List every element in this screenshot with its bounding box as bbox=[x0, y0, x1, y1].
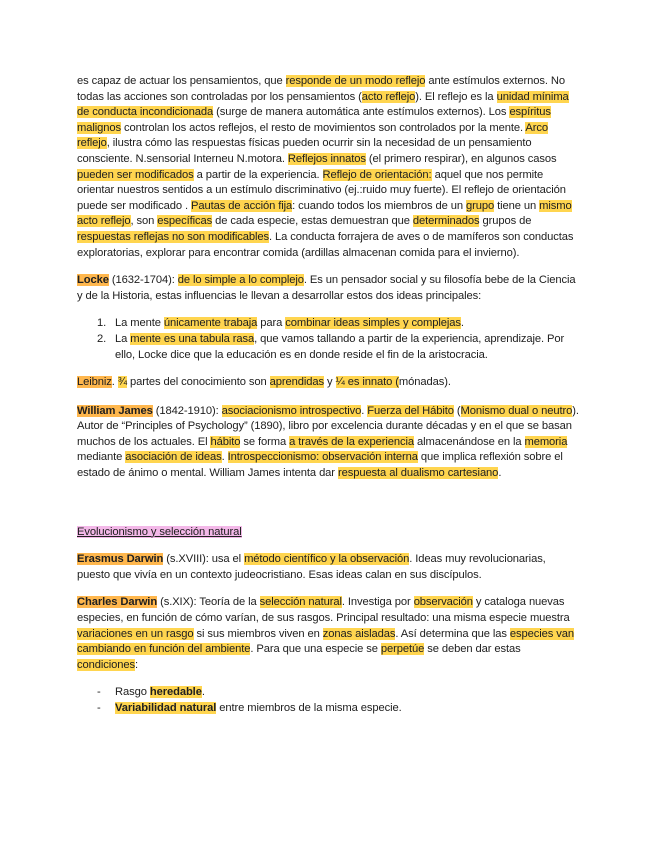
paragraph-locke bbox=[77, 273, 579, 304]
text-run: se forma bbox=[240, 435, 290, 448]
highlighted-text: ¼ es innato ( bbox=[335, 376, 399, 389]
text-run: almacenándose en la bbox=[414, 435, 525, 448]
highlighted-text: Locke bbox=[77, 274, 109, 287]
highlighted-text: perpetúe bbox=[380, 643, 425, 656]
text-run: . Investiga por bbox=[341, 596, 414, 609]
highlighted-text: espíritus malignos bbox=[77, 106, 551, 134]
highlighted-text: de lo simple a lo complejo bbox=[177, 274, 304, 287]
highlighted-text: determinados bbox=[412, 215, 480, 228]
highlighted-text: hábito bbox=[210, 435, 241, 448]
list-marker: - bbox=[97, 702, 101, 714]
highlighted-text: variaciones en un rasgo bbox=[77, 627, 194, 640]
highlighted-text: memoria bbox=[524, 435, 568, 448]
list-marker: 1. bbox=[97, 317, 107, 330]
highlighted-text: Monismo dual o neutro bbox=[460, 404, 573, 417]
highlighted-text: específicas bbox=[157, 215, 213, 228]
highlighted-text: heredable bbox=[149, 686, 202, 699]
text-run: . Es un pensador social y su filosofía bebe de la Ciencia y de la Historia, estas influencias le llevan a desarrollar estos dos ideas principales: bbox=[77, 274, 576, 302]
highlighted-text: Charles Darwin bbox=[77, 596, 158, 609]
text-run: grupos de bbox=[479, 215, 532, 228]
text-run: Rasgo bbox=[115, 686, 150, 699]
highlighted-text: observación bbox=[413, 596, 473, 609]
list-item-text bbox=[115, 686, 205, 698]
text-run: , son bbox=[130, 215, 158, 228]
darwin-conditions-list bbox=[77, 685, 579, 716]
text-run: ( bbox=[453, 404, 461, 417]
highlighted-text: Erasmus Darwin bbox=[77, 553, 164, 566]
text-run: . La conducta forrajera de aves o de mamíferos son conductas exploratorias, explorar para encontrar comida (ardillas almacenan comida para el invierno). bbox=[77, 230, 574, 259]
section-heading-evolucionismo bbox=[77, 525, 579, 541]
text-run: para bbox=[257, 317, 286, 330]
text-run: (surge de manera automática ante estímulos externos). Los bbox=[213, 106, 510, 119]
highlighted-text: combinar ideas simples y complejas bbox=[285, 317, 461, 330]
text-run: . bbox=[460, 317, 464, 330]
highlighted-text: método científico y la observación bbox=[244, 553, 410, 566]
text-run: La bbox=[115, 332, 131, 345]
text-run: . Ideas muy revolucionarias, puesto que vivía en un contexto judeocristiano. Esas ideas calan en sus discípulos. bbox=[77, 553, 546, 581]
text-run: es capaz de actuar los pensamientos, que bbox=[77, 75, 286, 87]
text-run: partes del conocimiento son bbox=[127, 376, 270, 389]
text-run: mónadas). bbox=[398, 376, 451, 389]
text-run: (1632-1704): bbox=[108, 274, 178, 287]
text-run: ). Autor de “Principles of Psychology” (1890), libro por excelencia durante décadas y en el que se basan muchos de los actuales. El bbox=[77, 404, 579, 448]
highlighted-text: únicamente trabaja bbox=[163, 317, 258, 330]
highlighted-text: selección natural bbox=[259, 596, 342, 609]
highlighted-text: unidad mínima de conducta incondicionada bbox=[77, 90, 569, 119]
paragraph-william-james bbox=[77, 404, 579, 482]
text-run: (s.XVIII): usa el bbox=[163, 553, 245, 566]
bold-text bbox=[115, 702, 216, 714]
highlighted-text: Introspeccionismo: observación interna bbox=[227, 451, 418, 464]
highlighted-text: respuestas reflejas no son modificables bbox=[77, 230, 269, 243]
highlighted-text: responde de un modo reflejo bbox=[285, 75, 426, 87]
list-item bbox=[77, 701, 579, 717]
list-item bbox=[77, 332, 579, 363]
highlighted-text: William James bbox=[77, 404, 153, 417]
paragraph-reflejos bbox=[77, 74, 579, 261]
text-run: y cataloga nuevas especies, en función de cómo varían, de sus rasgos. Principal resultado: una misma especie muestra bbox=[77, 596, 570, 625]
text-run: (1842-1910): bbox=[152, 404, 222, 417]
bold-text bbox=[77, 596, 157, 608]
text-run: de cada especie, estas demuestran que bbox=[212, 215, 413, 228]
list-item bbox=[77, 316, 579, 332]
text-run: . Para que una especie se bbox=[250, 643, 381, 656]
highlighted-text: respuesta al dualismo cartesiano bbox=[337, 467, 499, 480]
highlighted-text: asociación de ideas bbox=[125, 451, 222, 464]
text-run: , que vamos tallando a partir de la experiencia, aprendizaje. Por ello, Locke dice que la educación es en donde reside el fin de la aristocracia. bbox=[115, 332, 565, 361]
highlighted-text: Pautas de acción fija bbox=[191, 199, 293, 212]
text-run: . bbox=[221, 451, 228, 464]
highlighted-text: Reflejos innatos bbox=[287, 152, 366, 165]
document-page bbox=[77, 74, 579, 717]
list-item-text bbox=[115, 333, 564, 361]
highlighted-text: aprendidas bbox=[269, 376, 325, 389]
list-item bbox=[77, 685, 579, 701]
highlighted-text: mente es una tabula rasa bbox=[130, 332, 255, 345]
text-run: a partir de la experiencia. bbox=[193, 168, 323, 181]
text-run: tiene un bbox=[494, 199, 540, 212]
text-run: ). El reflejo es la bbox=[415, 90, 497, 103]
highlighted-text: Fuerza del Hábito bbox=[367, 404, 454, 417]
text-run: : bbox=[134, 658, 138, 671]
list-item-text bbox=[115, 317, 464, 329]
paragraph-charles-darwin bbox=[77, 595, 579, 673]
highlighted-text: pueden ser modificados bbox=[77, 168, 194, 181]
text-run: ante estímulos externos. No todas las acciones son controladas por los pensamientos ( bbox=[77, 75, 565, 103]
text-run: : cuando todos los miembros de un bbox=[292, 199, 466, 212]
text-run: que implica reflexión sobre el estado de ánimo o mental. William James intenta dar bbox=[77, 451, 563, 480]
highlighted-text: Leibniz bbox=[77, 376, 112, 389]
text-run: , ilustra cómo las respuestas físicas pueden ocurrir sin la necesidad de un pensamiento consciente. N.sensorial Interneu N.motora. bbox=[77, 137, 532, 165]
highlighted-text: mismo acto reflejo bbox=[77, 199, 572, 228]
text-run: La mente bbox=[115, 317, 164, 330]
paragraph-erasmus-darwin bbox=[77, 552, 579, 583]
list-marker: - bbox=[97, 686, 101, 699]
highlighted-text: grupo bbox=[465, 199, 495, 212]
paragraph-leibniz bbox=[77, 375, 579, 391]
text-run: . bbox=[361, 404, 368, 417]
list-item-text bbox=[115, 702, 402, 714]
list-marker: 2. bbox=[97, 332, 107, 345]
text-run: . bbox=[498, 467, 502, 480]
locke-ideas-list bbox=[77, 316, 579, 363]
text-run: (s.XIX): Teoría de la bbox=[157, 596, 260, 609]
text-run: y bbox=[324, 376, 336, 389]
highlighted-text: Evolucionismo y selección natural bbox=[77, 525, 242, 538]
highlighted-text: ¾ bbox=[117, 376, 128, 389]
text-run: . Así determina que las bbox=[395, 627, 510, 640]
highlighted-text: Variabilidad natural bbox=[115, 702, 217, 714]
text-run: . bbox=[201, 686, 205, 699]
bold-text bbox=[77, 553, 163, 565]
highlighted-text: acto reflejo bbox=[361, 90, 416, 103]
bold-text bbox=[77, 274, 109, 286]
highlighted-text: a través de la experiencia bbox=[289, 435, 415, 448]
highlighted-text: Arco reflejo bbox=[77, 121, 548, 150]
highlighted-text: zonas aisladas bbox=[322, 627, 396, 640]
bold-text bbox=[77, 405, 153, 417]
text-run: aquel que nos permite orientar nuestros sentidos a un estímulo discriminativo (ej.:ruido muy fuerte). El reflejo de orientación puede ser modificado . bbox=[77, 168, 566, 212]
highlighted-text: especies van cambiando en función del ambiente bbox=[77, 627, 574, 656]
text-run: entre miembros de la misma especie. bbox=[216, 702, 402, 714]
bold-text bbox=[150, 686, 202, 698]
text-run: . bbox=[111, 376, 118, 389]
highlighted-text: condiciones bbox=[77, 658, 135, 671]
text-run: (el primero respirar), en algunos casos bbox=[365, 152, 557, 165]
text-run: controlan los actos reflejos, el resto de movimientos son controlados por la mente. bbox=[120, 121, 526, 134]
highlighted-text: asociacionismo introspectivo bbox=[221, 404, 362, 417]
highlighted-text: Reflejo de orientación: bbox=[322, 168, 432, 181]
text-run: si sus miembros viven en bbox=[193, 627, 323, 640]
text-run: se deben dar estas bbox=[424, 643, 521, 656]
text-run: mediante bbox=[77, 451, 126, 464]
